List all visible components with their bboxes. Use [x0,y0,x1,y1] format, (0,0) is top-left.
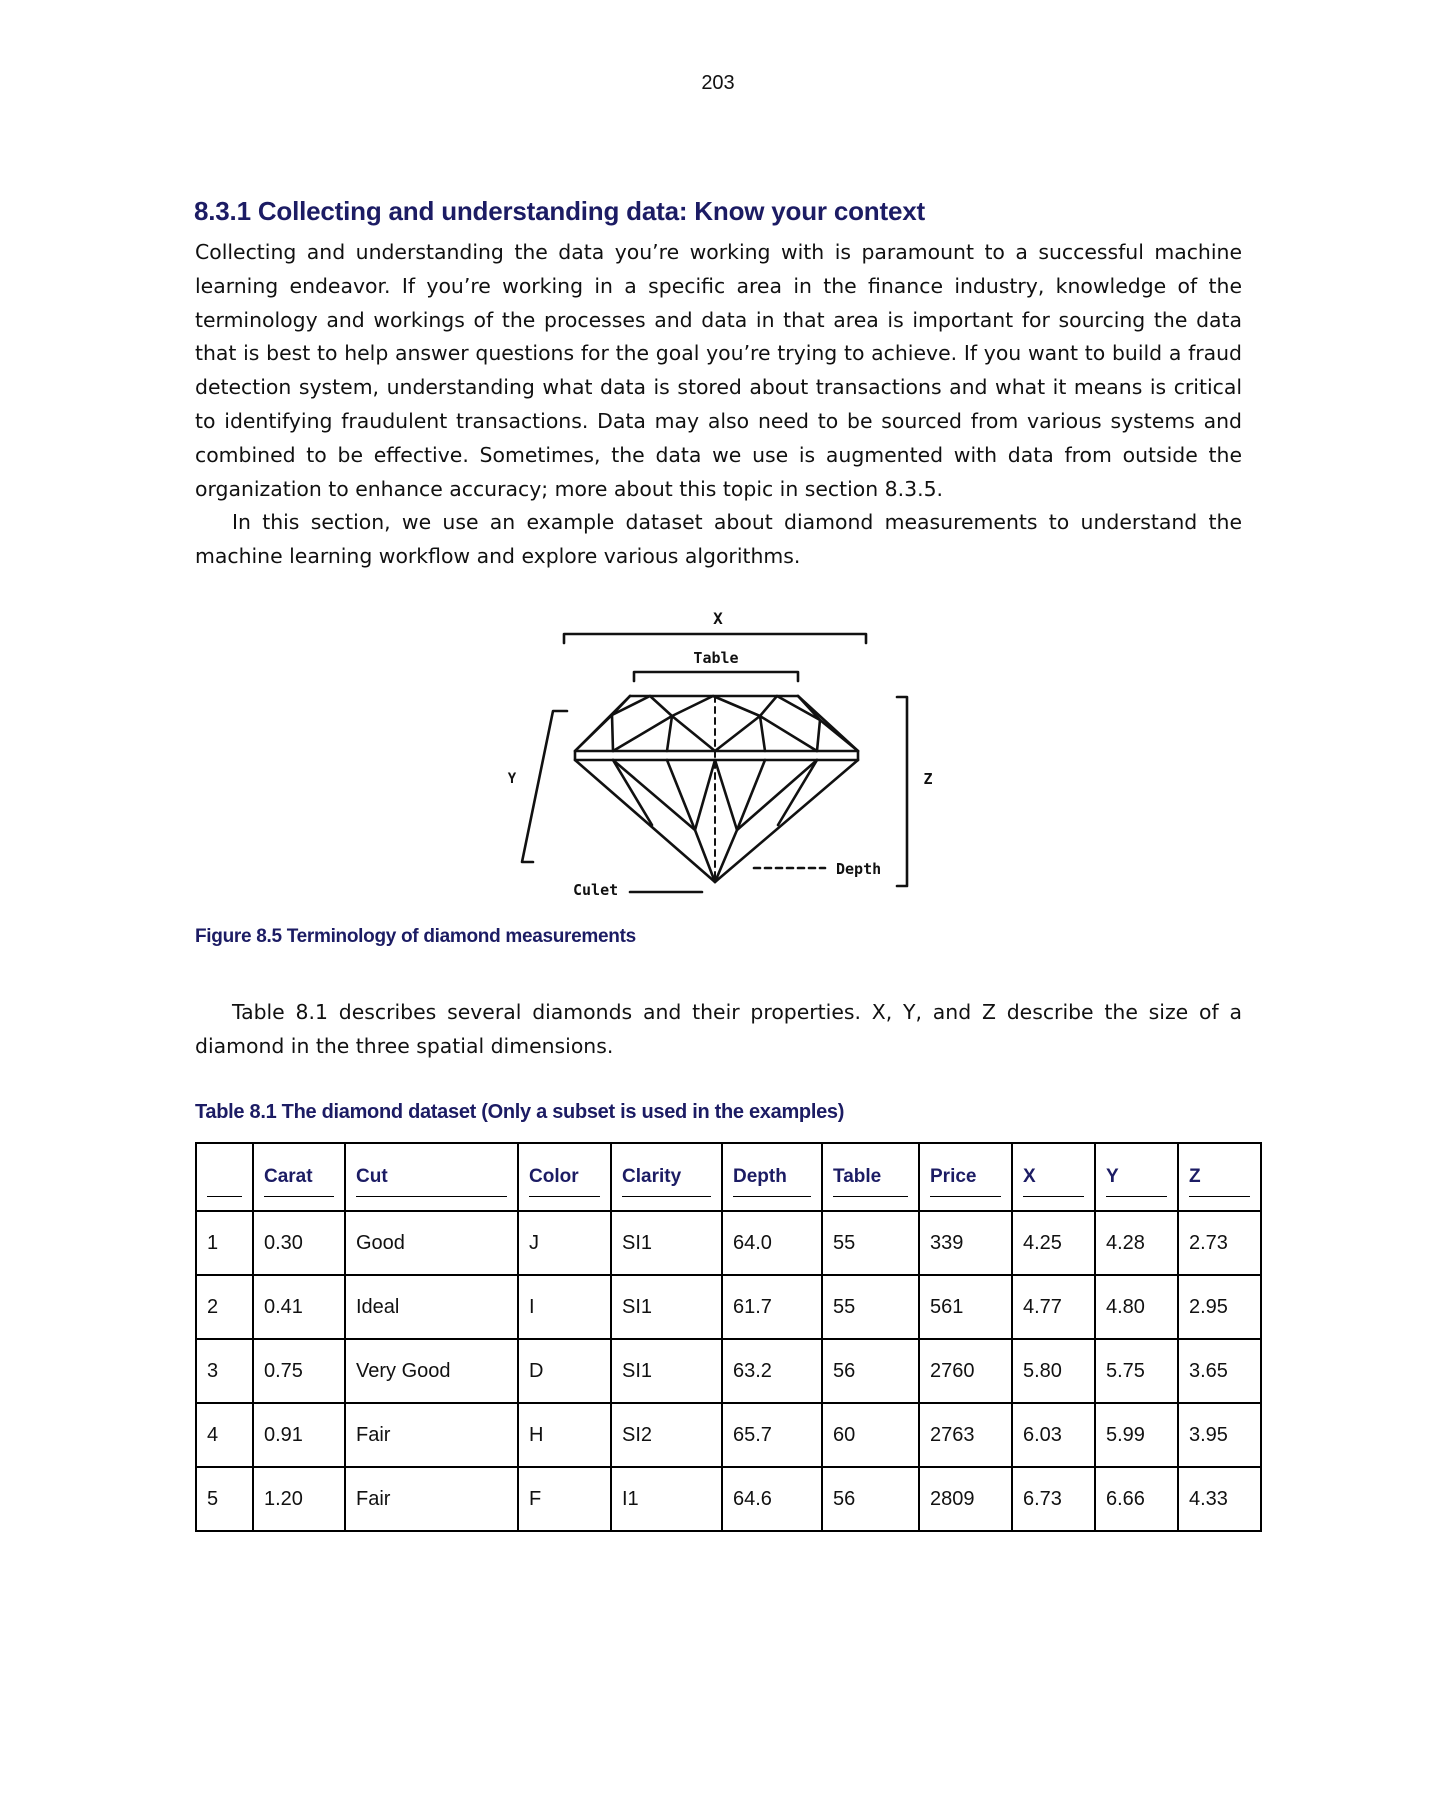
header-table: Table [822,1143,919,1211]
table-bracket [634,672,798,681]
cell-cut: Very Good [345,1339,518,1403]
cell-carat: 0.75 [253,1339,345,1403]
table-row [196,1275,1261,1339]
cell-table: 55 [822,1275,919,1339]
cell-z: 4.33 [1178,1467,1261,1531]
diamond-diagram [480,595,940,915]
cell-index: 1 [196,1211,253,1275]
dataset-paragraph: In this section, we use an example dataset about diamond measurements to understand the machine learning workflow and explore various algorithms. [195,510,1242,568]
cell-cut: Fair [345,1467,518,1531]
cell-clarity: SI2 [611,1403,722,1467]
header-cut: Cut [345,1143,518,1211]
cell-y: 5.75 [1095,1339,1178,1403]
cell-index: 2 [196,1275,253,1339]
y-label: Y [507,771,517,787]
y-bracket [522,711,567,862]
culet-label: Culet [573,881,619,899]
cell-x: 6.03 [1012,1403,1095,1467]
table-label: Table [693,649,739,667]
cell-cut: Ideal [345,1275,518,1339]
header-carat: Carat [253,1143,345,1211]
cell-depth: 63.2 [722,1339,822,1403]
cell-price: 2760 [919,1339,1012,1403]
intro-paragraph: Collecting and understanding the data you’re working with is paramount to a successful machine learning endeavor. If you’re working in a specific area in the finance industry, knowledge of the terminology and workings of the processes and data in that area is important for sourcing the data that is best to help answer questions for the goal you’re trying to achieve. If you want to build a fraud detection system, understanding what data is stored about transactions and what it means is critical to identifying fraudulent transactions. Data may also need to be sourced from various systems and combined to be effective. Sometimes, the data we use is augmented with data from outside the organization to enhance accuracy; more about this topic in section 8.3.5. [195,240,1242,501]
table-caption: Table 8.1 The diamond dataset (Only a subset is used in the examples) [195,1101,845,1123]
cell-color: D [518,1339,611,1403]
table-intro-paragraph: Table 8.1 describes several diamonds and their properties. X, Y, and Z describe the size of a diamond in the three spatial dimensions. [195,1000,1242,1058]
cell-clarity: SI1 [611,1339,722,1403]
header-index [196,1143,253,1211]
figure-caption: Figure 8.5 Terminology of diamond measurements [195,926,636,947]
cell-table: 56 [822,1467,919,1531]
cell-z: 2.73 [1178,1211,1261,1275]
header-x: X [1012,1143,1095,1211]
cell-cut: Fair [345,1403,518,1467]
table-header-row [196,1143,1261,1211]
cell-depth: 64.0 [722,1211,822,1275]
cell-x: 4.77 [1012,1275,1095,1339]
cell-table: 55 [822,1211,919,1275]
cell-table: 56 [822,1339,919,1403]
z-label: Z [923,770,933,788]
z-bracket [897,697,907,886]
header-z: Z [1178,1143,1261,1211]
cell-depth: 64.6 [722,1467,822,1531]
cell-price: 339 [919,1211,1012,1275]
table-row [196,1339,1261,1403]
cell-price: 2763 [919,1403,1012,1467]
cell-y: 4.28 [1095,1211,1178,1275]
cell-index: 3 [196,1339,253,1403]
cell-y: 5.99 [1095,1403,1178,1467]
cell-color: H [518,1403,611,1467]
header-price: Price [919,1143,1012,1211]
cell-y: 6.66 [1095,1467,1178,1531]
cell-index: 4 [196,1403,253,1467]
cell-y: 4.80 [1095,1275,1178,1339]
page-number: 203 [701,72,735,94]
cell-clarity: SI1 [611,1275,722,1339]
cell-table: 60 [822,1403,919,1467]
cell-carat: 0.91 [253,1403,345,1467]
cell-x: 5.80 [1012,1339,1095,1403]
cell-index: 5 [196,1467,253,1531]
table-row [196,1211,1261,1275]
cell-carat: 0.30 [253,1211,345,1275]
cell-clarity: I1 [611,1467,722,1531]
header-color: Color [518,1143,611,1211]
x-bracket [564,634,866,643]
cell-depth: 65.7 [722,1403,822,1467]
cell-z: 3.95 [1178,1403,1261,1467]
cell-carat: 1.20 [253,1467,345,1531]
cell-price: 2809 [919,1467,1012,1531]
table-row [196,1403,1261,1467]
depth-label: Depth [836,860,882,878]
diamond-measurements-figure [480,595,940,915]
cell-z: 3.65 [1178,1339,1261,1403]
header-y: Y [1095,1143,1178,1211]
x-label: X [713,609,723,628]
cell-depth: 61.7 [722,1275,822,1339]
cell-x: 4.25 [1012,1211,1095,1275]
cell-x: 6.73 [1012,1467,1095,1531]
cell-price: 561 [919,1275,1012,1339]
diamond-dataset-table [195,1142,1262,1532]
cell-color: I [518,1275,611,1339]
cell-clarity: SI1 [611,1211,722,1275]
table-row [196,1467,1261,1531]
cell-carat: 0.41 [253,1275,345,1339]
cell-cut: Good [345,1211,518,1275]
section-heading: 8.3.1 Collecting and understanding data: Know your context [194,196,925,226]
cell-color: J [518,1211,611,1275]
cell-color: F [518,1467,611,1531]
header-depth: Depth [722,1143,822,1211]
cell-z: 2.95 [1178,1275,1261,1339]
header-clarity: Clarity [611,1143,722,1211]
